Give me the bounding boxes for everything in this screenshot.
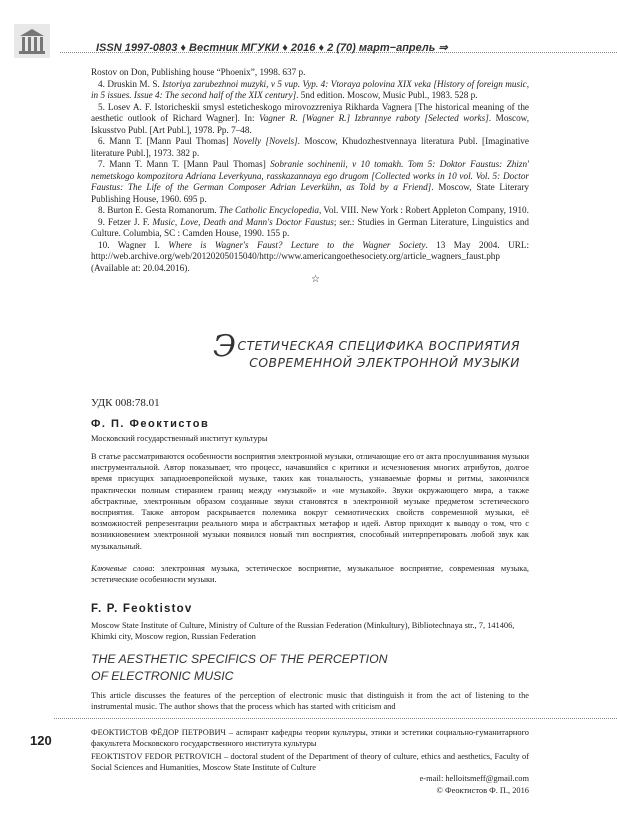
journal-logo-icon: [14, 24, 50, 58]
article-title-ru: [180, 329, 520, 371]
title-line1: СТЕТИЧЕСКАЯ СПЕЦИФИКА ВОСПРИЯТИЯ: [237, 339, 520, 353]
title-en-line1: THE AESTHETIC SPECIFICS OF THE PERCEPTION: [91, 652, 388, 666]
reference-text: ; ser.: Studies in German Literature, Linguistics and Culture. Columbia, SC : Camden House, 1990. 155 p.: [91, 216, 530, 238]
keywords-ru-label: Ключевые слова: [91, 564, 153, 573]
reference-text: Vagner R. [Wagner R.] Izbrannye raboty [Selected works]: [259, 113, 489, 123]
keywords-ru: [91, 563, 529, 585]
institution-ru: Московский государственный институт культуры: [91, 434, 268, 443]
author-note-ru: ФЕОКТИСТОВ ФЁДОР ПЕТРОВИЧ – аспирант кафедры теории культуры, этики и эстетики социально-гуманитарного факультета Московского государственного института культуры: [91, 728, 529, 748]
journal-line: ISSN 1997-0803 ♦ Вестник МГУКИ ♦ 2016 ♦ 2 (70) март−апрель ⇒: [96, 42, 448, 54]
reference-text: . 13 May 2004. URL: http://web.archive.org/web/20120205015040/http://www.americangoethesociety.org/article_wagners_faust.php (Available at: 20.04.2016).: [91, 239, 529, 273]
reference-text: Istoriya zarubezhnoi muzyki, v 5 vup. Vyp. 4: Vtoraya polovina XIX veka [History of foreign music, in 5 issues. Issue 4: The second half of the XIX century]: [91, 78, 529, 100]
author-email[interactable]: e-mail: helloitsmeff@gmail.com: [419, 774, 529, 783]
abstract-ru: [91, 451, 529, 552]
reference-item: [91, 205, 529, 217]
udk-code: УДК 008:78.01: [91, 397, 160, 409]
title-line2: СОВРЕМЕННОЙ ЭЛЕКТРОННОЙ МУЗЫКИ: [249, 356, 520, 370]
reference-text: 7. Mann T. Mann T. [Mann Paul Thomas]: [98, 159, 271, 169]
footnote-divider: [54, 718, 617, 719]
reference-text: . Moscow, Iskusstvo Publ. [Art Publ.], 1978. Pp. 7–48.: [91, 113, 529, 135]
institution-en: Moscow State Institute of Culture, Ministry of Culture of the Russian Federation (Minkultury), Bibliotechnaya str., 7, 141406, Khimki city, Moscow region, Russian Federation: [91, 621, 515, 641]
keywords-ru-text: : электронная музыка, эстетическое восприятие, музыкальное восприятие, современная музыка, эстетические особенности музыки.: [91, 564, 530, 585]
reference-item: [91, 102, 529, 137]
reference-text: 5. Losev A. F. Istoricheskii smysl esteticheskogo mirovozzreniya Rikharda Vagnera [The historical meaning of the aesthetic outlook of Richard Wagner]. In:: [91, 101, 529, 123]
reference-item: [91, 240, 529, 275]
article-title-en: [91, 651, 388, 685]
reference-text: 9. Fetzer J. F.: [98, 216, 153, 227]
abstract-en: This article discusses the features of the perception of electronic music that distinguish it from the act of listening to the instrumental music. The author shows that the process which has started with criticism and: [91, 691, 529, 712]
page-header: [0, 0, 617, 70]
reference-text: Novelly [Novels]: [233, 136, 298, 146]
reference-text: . 5nd edition. Moscow, Music Publ., 1983. 528 p.: [296, 90, 478, 100]
author-name-en: F. P. Feoktistov: [91, 603, 193, 615]
title-initial: Э: [213, 329, 237, 364]
reference-item: [91, 67, 529, 79]
reference-text: 10. Wagner I.: [98, 239, 169, 250]
reference-text: Rostov on Don, Publishing house “Phoenix”, 1998. 637 p.: [91, 67, 306, 77]
abstract-ru-text: В статье рассматриваются особенности восприятия электронной музыки, отличающие его от акта прослушивания музыки инструментальной. Автор показывает, что процесс, начавшийся с критики и исчезновения многих атрибутов, долгое время присущих западноевропейской музыке, таких как тональность, узнаваемые формы и ритмы, закончился практически полным стиранием границ между «музыкой» и «не музыкой». Звуки окружающего мира, а также абстрактные, электронным образом созданные звуки становятся в электронной музыке предметом эстетического восприятия. Также автором раскрывается полемика вокруг семиотических свойств современной музыки, её возможностей репрезентации реального мира и абстрактных метафор и идей. Автор приходит к выводу о том, что с возникновением электронной музыки появился новый тип восприятия, способный интерпретировать любой звук как музыкальный.: [91, 452, 529, 551]
reference-text: 6. Mann T. [Mann Paul Thomas]: [98, 136, 234, 146]
title-en-line2: OF ELECTRONIC MUSIC: [91, 669, 234, 683]
reference-text: The Catholic Encyclopedia: [218, 205, 319, 215]
reference-list: [91, 67, 529, 274]
reference-text: , Vol. VIII. New York : Robert Appleton Company, 1910.: [319, 205, 529, 215]
reference-item: [91, 136, 529, 159]
reference-text: 4. Druskin M. S.: [98, 78, 163, 89]
reference-text: . Moscow, State Literary Publishing House, 1960. 695 p.: [91, 182, 529, 204]
reference-item: [91, 79, 529, 102]
author-name-ru: Ф. П. Феоктистов: [91, 418, 210, 430]
reference-text: Where is Wagner's Faust? Lecture to the Wagner Society: [168, 239, 426, 250]
reference-text: Music, Love, Death and Mann's Doctor Faustus: [152, 216, 334, 227]
reference-text: . Moscow, Khudozhestvennaya literatura Publ. [Imaginative literature Publ.], 1973. 382 p.: [91, 136, 529, 158]
reference-item: [91, 159, 529, 205]
reference-item: [91, 217, 529, 240]
reference-text: Sobranie sochinenii, v 10 tomakh. Tom 5: Doktor Faustus: Zhizn' nemetskogo kompozitora Adriana Leverkyuna, rasskazannaya ego drugom [Collected works in 10 vol. Vol. 5: Doctor Faustus: The Life of the German Composer Adrian Leverkühn, as Told by a Friend]: [91, 159, 529, 192]
reference-text: 8. Burton E. Gesta Romanorum.: [98, 205, 219, 215]
section-star: ☆: [311, 274, 320, 285]
page-number: 120: [30, 733, 52, 748]
author-note-en: FEOKTISTOV FEDOR PETROVICH – doctoral student of the Department of theory of culture, ethics and aesthetics, Faculty of Social Sciences and Humanities, Moscow State Institute of Culture: [91, 752, 529, 772]
copyright: © Феоктистов Ф. П., 2016: [436, 786, 529, 795]
